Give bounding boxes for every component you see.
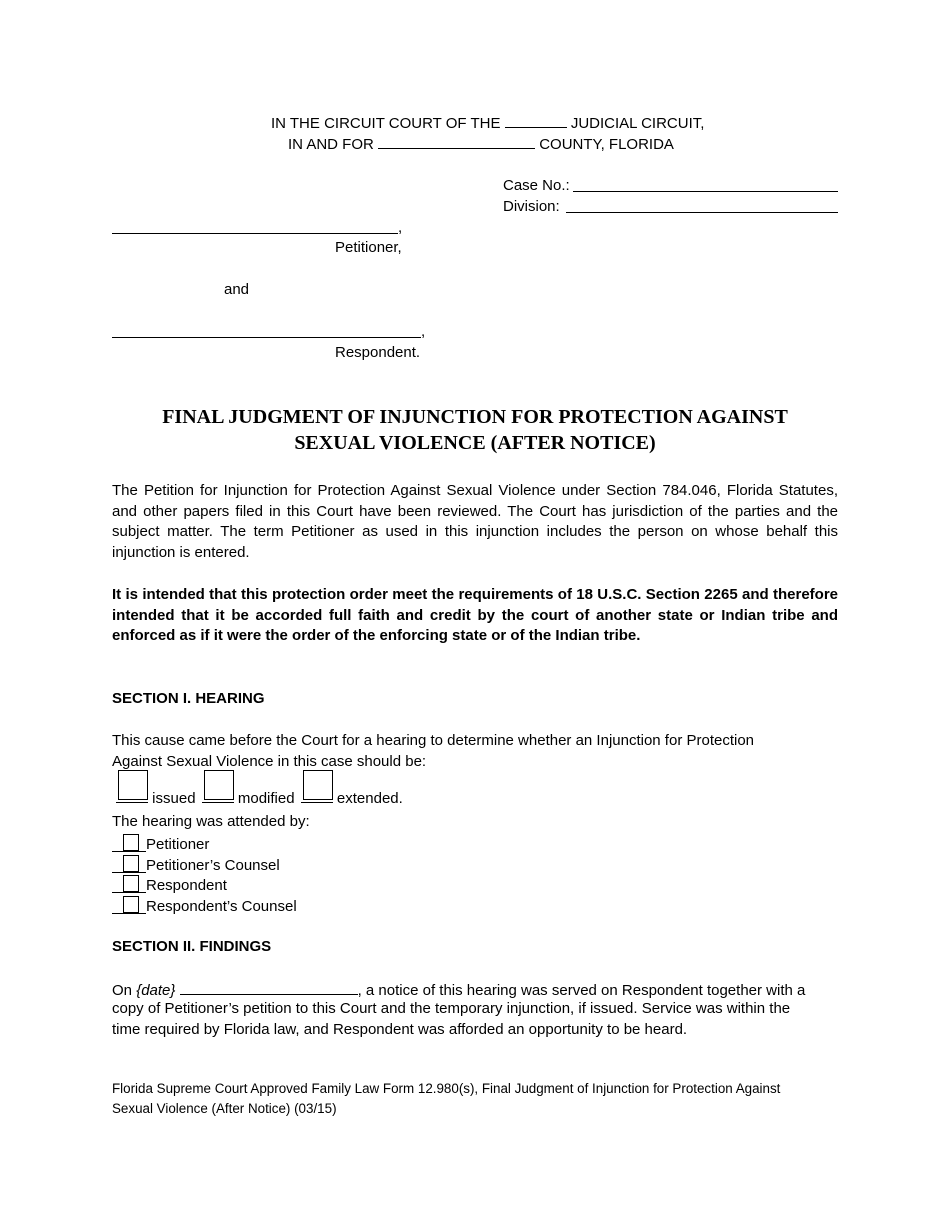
title-line1: FINAL JUDGMENT OF INJUNCTION FOR PROTECTION AGAINST: [162, 406, 788, 428]
petitioner-label: Petitioner,: [335, 239, 402, 256]
findings-line1: [112, 979, 805, 1001]
attendee-row-petitioner: [112, 833, 209, 855]
issued-checkbox[interactable]: [116, 782, 148, 803]
attendee-row-respondent: [112, 874, 227, 896]
respondent-attended-checkbox[interactable]: [112, 874, 146, 893]
petitioner-attended-checkbox[interactable]: [112, 833, 146, 852]
section1-heading: SECTION I. HEARING: [112, 690, 265, 707]
on-label: On: [112, 982, 133, 999]
title-line2: SEXUAL VIOLENCE (AFTER NOTICE): [294, 432, 656, 454]
service-date-field[interactable]: [180, 979, 358, 995]
section2-heading: SECTION II. FINDINGS: [112, 938, 272, 955]
findings-line3: time required by Florida law, and Respondent was afforded an opportunity to be heard.: [112, 1021, 688, 1038]
respondent-counsel-attended-checkbox[interactable]: [112, 895, 146, 914]
findings-line2: copy of Petitioner’s petition to this Court and the temporary injunction, if issued. Service was within the: [112, 1000, 791, 1017]
modified-label: modified: [237, 790, 295, 807]
extended-checkbox[interactable]: [301, 782, 333, 803]
case-number-field[interactable]: [573, 191, 838, 192]
attendee-label: Respondent: [146, 877, 227, 894]
findings-line1-text: , a notice of this hearing was served on Respondent together with a: [357, 982, 806, 999]
respondent-label: Respondent.: [335, 344, 421, 361]
case-number-label: Case No.:: [503, 177, 570, 194]
petitioner-comma: ,: [398, 219, 403, 236]
issued-label: issued: [152, 790, 196, 807]
county-florida-text: COUNTY, FLORIDA: [539, 136, 674, 153]
attendee-label: Petitioner: [146, 836, 210, 853]
petitioner-counsel-attended-checkbox[interactable]: [112, 854, 146, 873]
and-label: and: [224, 281, 250, 298]
extended-label: extended.: [336, 790, 403, 807]
petitioner-name-field[interactable]: [112, 233, 398, 234]
division-field[interactable]: [566, 212, 838, 213]
county-name-field[interactable]: [378, 133, 535, 149]
section1-line2: Against Sexual Violence in this case should be:: [112, 753, 427, 770]
footer-line2: Sexual Violence (After Notice) (03/15): [112, 1101, 337, 1116]
respondent-comma: ,: [421, 323, 426, 340]
judicial-circuit-text: JUDICIAL CIRCUIT,: [570, 115, 705, 132]
circuit-number-field[interactable]: [505, 112, 567, 128]
attended-by-label: The hearing was attended by:: [112, 813, 310, 830]
attendee-label: Respondent’s Counsel: [146, 898, 297, 915]
in-and-for-text: IN AND FOR: [288, 136, 374, 153]
court-caption-line1: [271, 112, 704, 134]
respondent-name-field[interactable]: [112, 337, 421, 338]
form-footer: [112, 1079, 852, 1119]
date-placeholder: {date}: [136, 982, 176, 999]
court-caption-line2: [288, 133, 674, 155]
attendee-label: Petitioner’s Counsel: [146, 857, 280, 874]
attendee-row-petitioner-counsel: [112, 854, 280, 876]
court-name-text: IN THE CIRCUIT COURT OF THE: [271, 115, 501, 132]
attendee-row-respondent-counsel: [112, 895, 297, 917]
section1-line1: This cause came before the Court for a hearing to determine whether an Injunction for Protection: [112, 732, 755, 749]
division-label: Division:: [503, 198, 560, 215]
full-faith-credit-paragraph: It is intended that this protection order meet the requirements of 18 U.S.C. Section 2265 and therefore intended that it be accorded full faith and credit by the court of another state or Indian tribe and enforced as if it were the order of the enforcing state or of the Indian tribe.: [112, 586, 838, 645]
footer-line1: Florida Supreme Court Approved Family Law Form 12.980(s), Final Judgment of Injunction for Protection Against: [112, 1081, 781, 1096]
document-title: [112, 404, 838, 456]
injunction-action-options: [116, 782, 403, 809]
intro-paragraph: The Petition for Injunction for Protection Against Sexual Violence under Section 784.046, Florida Statutes, and other papers filed in this Court have been reviewed. The Court has jurisdiction of the parties and the subject matter. The term Petitioner as used in this injunction includes the person on whose behalf this injunction is entered.: [112, 482, 838, 562]
modified-checkbox[interactable]: [202, 782, 234, 803]
